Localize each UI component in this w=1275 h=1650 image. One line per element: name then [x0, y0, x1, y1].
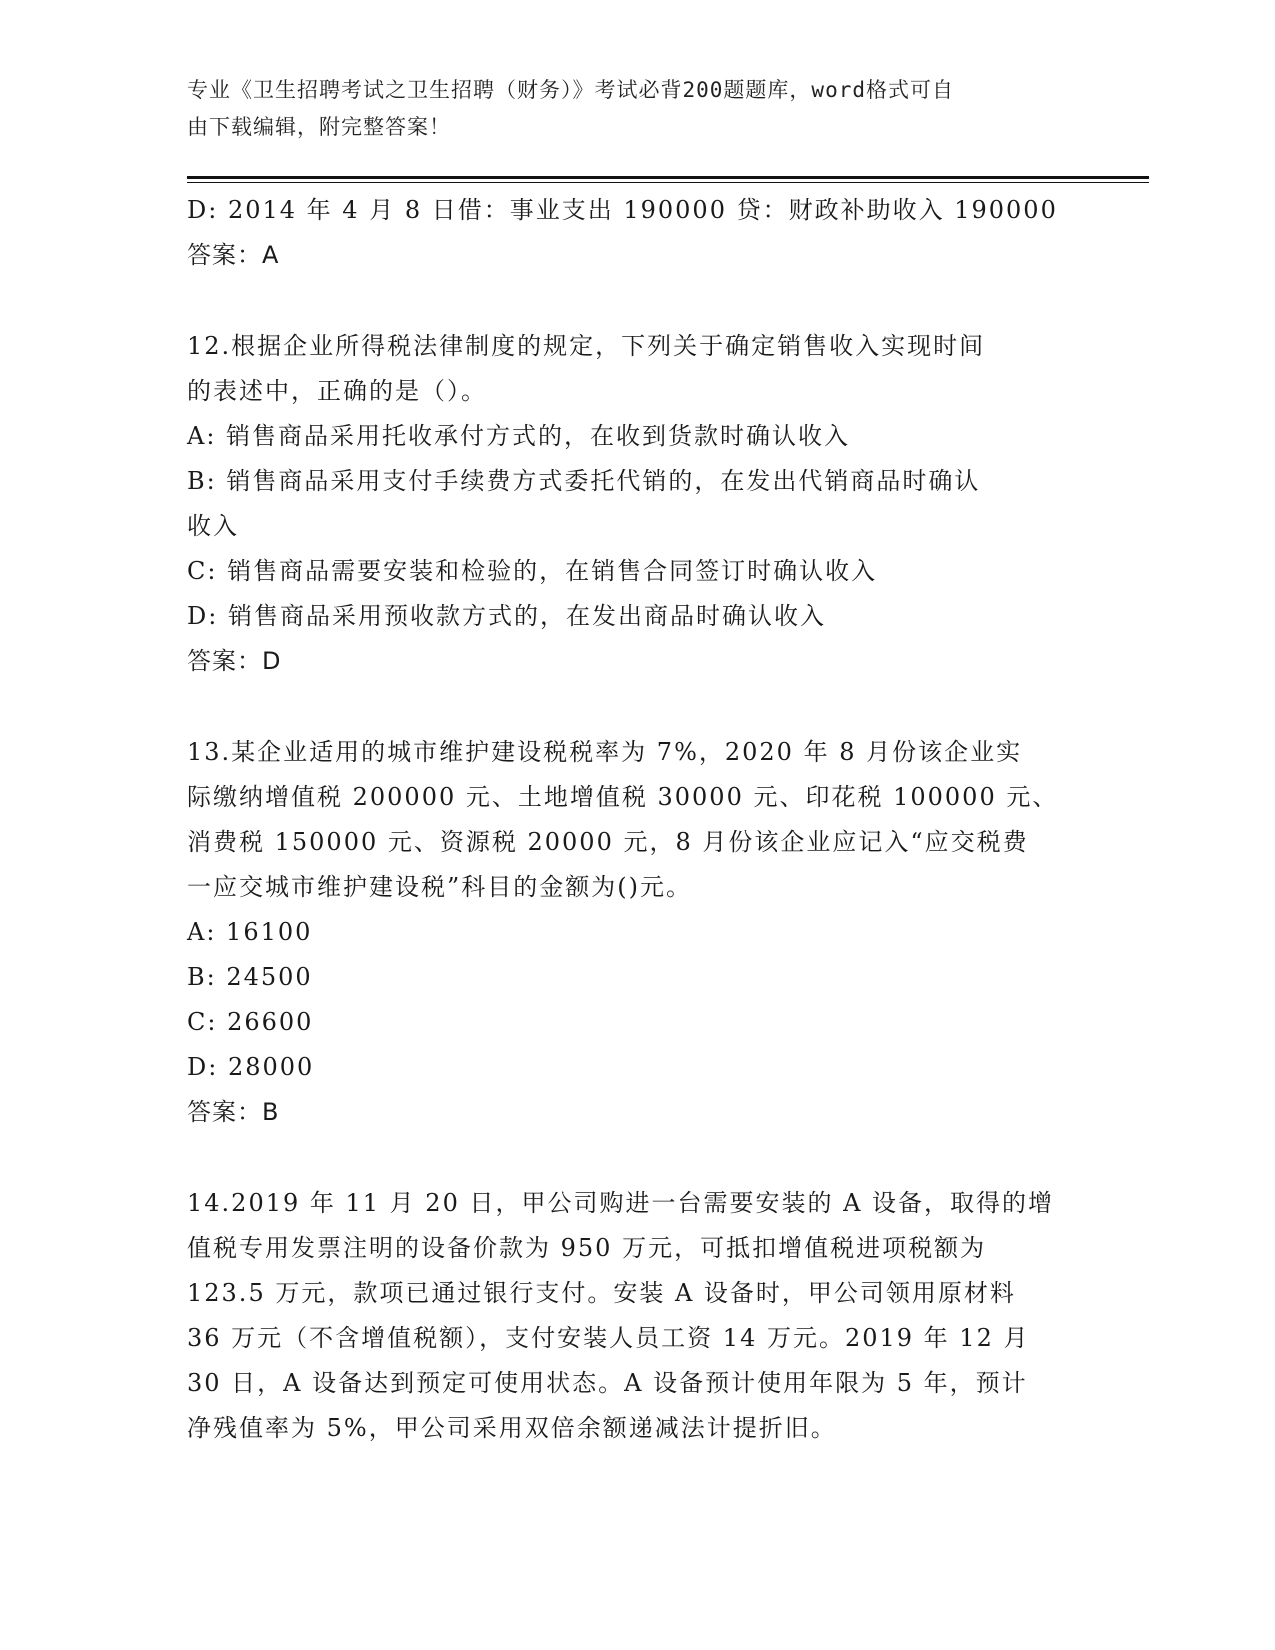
answer-line: 答案：B [187, 1098, 280, 1126]
question-stem-line: 净残值率为 5%，甲公司采用双倍余额递减法计提折旧。 [187, 1414, 837, 1442]
option-c: C: 26600 [187, 1008, 314, 1036]
question-stem-line: 123.5 万元，款项已通过银行支付。安装 A 设备时，甲公司领用原材料 [187, 1279, 1016, 1307]
answer-line: 答案：A [187, 241, 280, 269]
question-stem-line: 13.某企业适用的城市维护建设税税率为 7%，2020 年 8 月份该企业实 [187, 738, 1023, 766]
option-d: D: 销售商品采用预收款方式的，在发出商品时确认收入 [187, 602, 826, 630]
document-body [187, 188, 1087, 1451]
question-stem-line: 值税专用发票注明的设备价款为 950 万元，可抵扣增值税进项税额为 [187, 1234, 987, 1262]
header-rule-thick [187, 176, 1149, 179]
question-14 [187, 1181, 1087, 1451]
option-a: A: 16100 [187, 918, 313, 946]
header-rule-thin [187, 182, 1149, 183]
option-a: A: 销售商品采用托收承付方式的，在收到货款时确认收入 [187, 422, 851, 450]
option-b-continued: 收入 [187, 512, 239, 540]
question-stem-line: 30 日，A 设备达到预定可使用状态。A 设备预计使用年限为 5 年，预计 [187, 1369, 1028, 1397]
question-stem-line: 的表述中，正确的是（）。 [187, 377, 487, 405]
question-stem-line: 14.2019 年 11 月 20 日，甲公司购进一台需要安装的 A 设备，取得的增 [187, 1189, 1055, 1217]
question-stem-line: 12.根据企业所得税法律制度的规定，下列关于确定销售收入实现时间 [187, 332, 986, 360]
question-stem-line: 一应交城市维护建设税”科目的金额为()元。 [187, 873, 692, 901]
question-12 [187, 324, 1087, 684]
answer-line: 答案：D [187, 647, 282, 675]
option-b: B: 销售商品采用支付手续费方式委托代销的，在发出代销商品时确认 [187, 467, 981, 495]
previous-question-tail [187, 188, 1087, 278]
option-b: B: 24500 [187, 963, 313, 991]
question-stem-line: 36 万元（不含增值税额），支付安装人员工资 14 万元。2019 年 12 月 [187, 1324, 1030, 1352]
question-stem-line: 际缴纳增值税 200000 元、土地增值税 30000 元、印花税 100000 元、 [187, 783, 1059, 811]
question-stem-line: 消费税 150000 元、资源税 20000 元，8 月份该企业应记入“应交税费 [187, 828, 1029, 856]
option-c: C: 销售商品需要安装和检验的，在销售合同签订时确认收入 [187, 557, 878, 585]
header-line-1: 专业《卫生招聘考试之卫生招聘（财务）》考试必背200题题库，word格式可自 [187, 78, 954, 102]
question-13 [187, 730, 1087, 1135]
header-line-2: 由下载编辑，附完整答案！ [187, 115, 451, 139]
option-d: D: 2014 年 4 月 8 日借：事业支出 190000 贷：财政补助收入 190000 [187, 196, 1058, 224]
option-d: D: 28000 [187, 1053, 315, 1081]
document-header [187, 72, 1067, 146]
